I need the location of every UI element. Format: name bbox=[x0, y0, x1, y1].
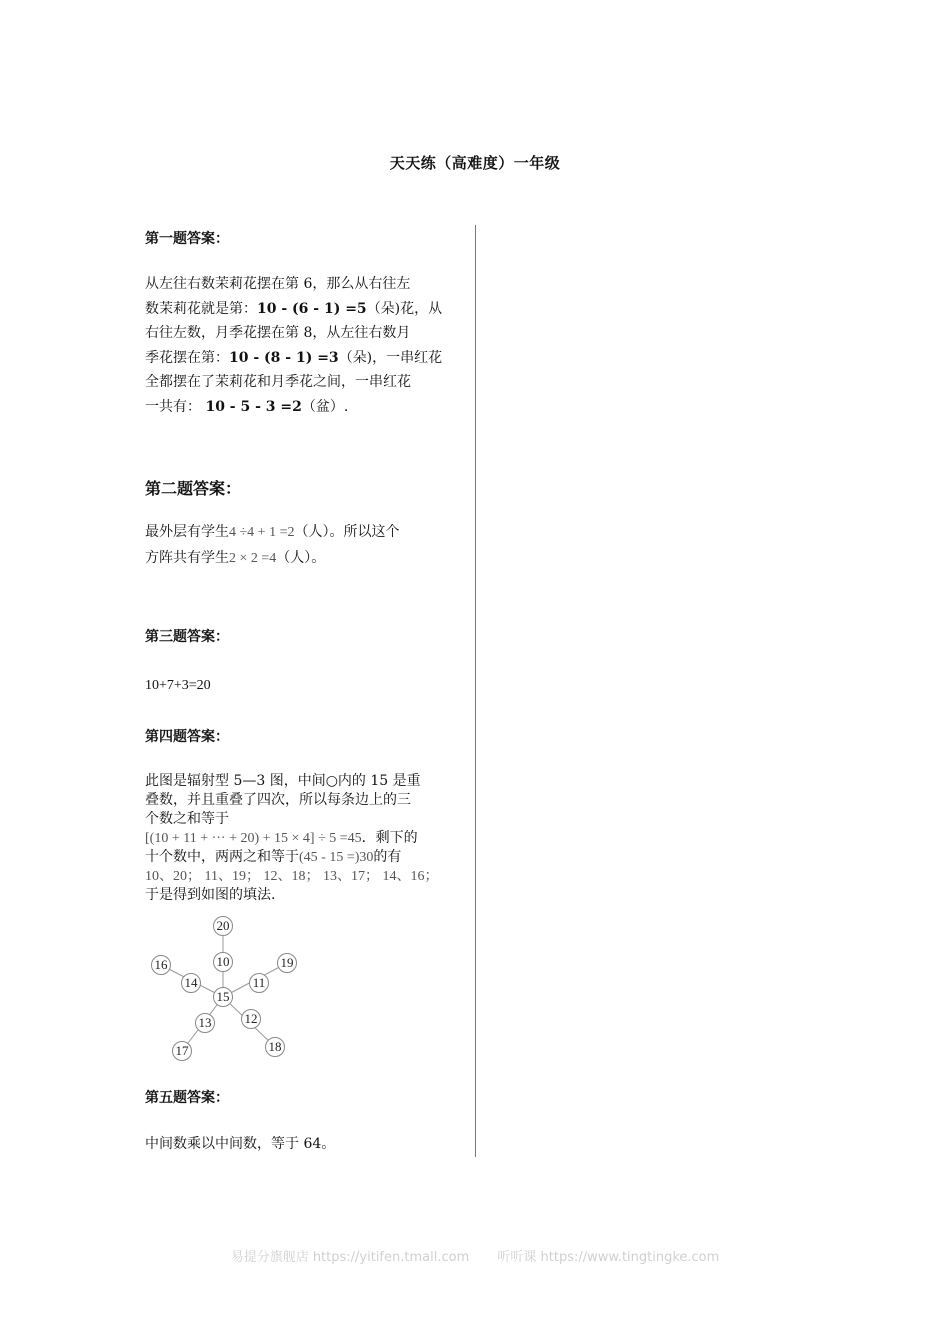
q3-heading: 第三题答案： bbox=[145, 629, 229, 645]
q2-heading: 第二题答案： bbox=[145, 479, 242, 498]
footer-link-left[interactable]: 易提分旗舰店 https://yitifen.tmall.com bbox=[230, 1250, 470, 1265]
diagram-node: 18 bbox=[265, 1037, 285, 1057]
diagram-node: 12 bbox=[241, 1009, 261, 1029]
diagram-node: 19 bbox=[277, 953, 297, 973]
diagram-node: 14 bbox=[181, 973, 201, 993]
q1-answer: 从左往右数茉莉花摆在第 6，那么从右往左 数茉莉花就是第：10 - (6 - 1) =5（朵)花，从 右往左数，月季花摆在第 8，从左往右数月 季花摆在第：10 - (8 - 1) =3（朵)，一串红花 全都摆在了茉莉花和月季花之间，一串红花 一共有： 10 - 5 - 3 =2（盆）. bbox=[145, 276, 443, 415]
diagram-node: 10 bbox=[213, 952, 233, 972]
page-title: 天天练（高难度）一年级 bbox=[389, 154, 561, 172]
q3-answer: 10+7+3=20 bbox=[145, 678, 211, 693]
footer-link-right[interactable]: 听听课 https://www.tingtingke.com bbox=[497, 1250, 720, 1265]
diagram-node: 11 bbox=[249, 973, 269, 993]
diagram-node: 16 bbox=[151, 955, 171, 975]
diagram-node: 17 bbox=[172, 1041, 192, 1061]
q4-heading: 第四题答案： bbox=[145, 729, 229, 745]
q4-answer: 此图是辐射型 5—3 图，中间○内的 15 是重 叠数，并且重叠了四次，所以每条边上的三 个数之和等于 [(10 + 11 + ··· + 20) + 15 × 4] ÷ 5 =45．剩下的 十个数中，两两之和等于(45 - 15 =)30的有 10、20； 11、19； 12、18； 13、17； 14、16； 于是得到如图的填法. bbox=[145, 773, 439, 903]
diagram-node-center: 15 bbox=[213, 987, 233, 1007]
q5-heading: 第五题答案： bbox=[145, 1090, 229, 1106]
diagram-node: 20 bbox=[213, 916, 233, 936]
diagram-node: 13 bbox=[195, 1013, 215, 1033]
q2-answer: 最外层有学生4 ÷4 + 1 =2（人）。所以这个 方阵共有学生2 × 2 =4（人）。 bbox=[145, 524, 400, 566]
radial-number-diagram bbox=[145, 912, 315, 1067]
q1-heading: 第一题答案： bbox=[145, 231, 229, 247]
column-divider bbox=[475, 225, 476, 1157]
q5-answer: 中间数乘以中间数，等于 64。 bbox=[145, 1136, 336, 1152]
footer-watermark bbox=[0, 1246, 950, 1265]
